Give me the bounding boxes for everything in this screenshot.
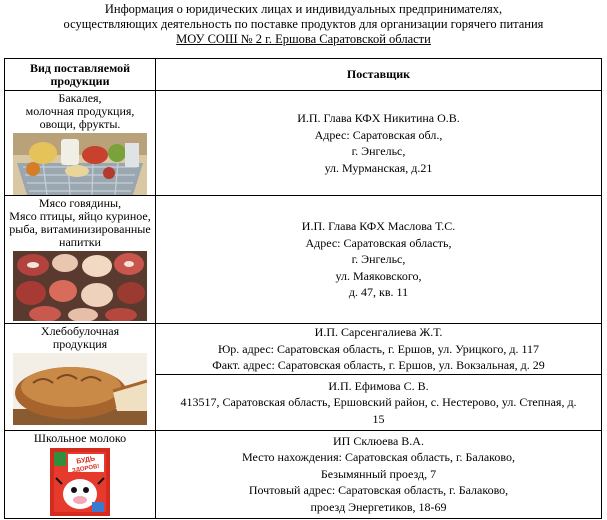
table-row <box>5 196 602 324</box>
supplier-cell: И.П. Сарсенгалиева Ж.Т. Юр. адрес: Саратовская область, г. Ершов, ул. Урицкого, д. 117 Факт. адрес: Саратовская область, г. Ершов, ул. Вокзальная, д. 29 <box>156 324 602 375</box>
supplier-cell: И.П. Глава КФХ Никитина О.В. Адрес: Саратовская обл., г. Энгельс, ул. Мурманская, д.21 <box>156 91 602 196</box>
grocery-basket-icon <box>13 133 147 195</box>
title-line-1: Информация о юридических лицах и индивидуальных предпринимателях, <box>104 2 503 16</box>
product-cell: Бакалея, молочная продукция, овощи, фрукты. <box>5 91 156 196</box>
svg-text:БУДЬ: БУДЬ <box>75 454 96 466</box>
meat-cuts-icon <box>13 251 147 321</box>
table-row <box>5 91 602 196</box>
bread-loaf-icon <box>13 353 147 425</box>
product-cell: Хлебобулочная продукция <box>5 324 156 431</box>
table-header-row <box>5 59 602 91</box>
product-cell: Мясо говядины, Мясо птицы, яйцо куриное, рыба, витаминизированные напитки <box>5 196 156 324</box>
milk-carton-icon <box>50 448 110 516</box>
table-row <box>5 324 602 375</box>
header-product-type: Вид поставляемой продукции <box>5 59 156 91</box>
suppliers-table <box>4 58 602 519</box>
document-title <box>0 2 607 47</box>
title-line-2: осуществляющих деятельность по поставке продуктов для организации горячего питания <box>63 17 544 31</box>
product-cell: Школьное молоко БУДЬ ЗДОРОВ! <box>5 430 156 518</box>
supplier-cell: И.П. Глава КФХ Маслова Т.С. Адрес: Саратовская область, г. Энгельс, ул. Маяковского, д. 47, кв. 11 <box>156 196 602 324</box>
title-line-3: МОУ СОШ № 2 г. Ершова Саратовской области <box>176 32 431 46</box>
supplier-cell: И.П. Ефимова С. В. 413517, Саратовская область, Ершовский район, с. Нестерово, ул. Степная, д. 15 <box>156 374 602 430</box>
svg-text:ЗДОРОВ!: ЗДОРОВ! <box>71 463 100 474</box>
table-row <box>5 430 602 518</box>
supplier-cell: ИП Склюева В.А. Место нахождения: Саратовская область, г. Балаково, Безымянный проезд, 7 Почтовый адрес: Саратовская область, г. Балаково, проезд Энергетиков, 18-69 <box>156 430 602 518</box>
header-supplier: Поставщик <box>156 59 602 91</box>
